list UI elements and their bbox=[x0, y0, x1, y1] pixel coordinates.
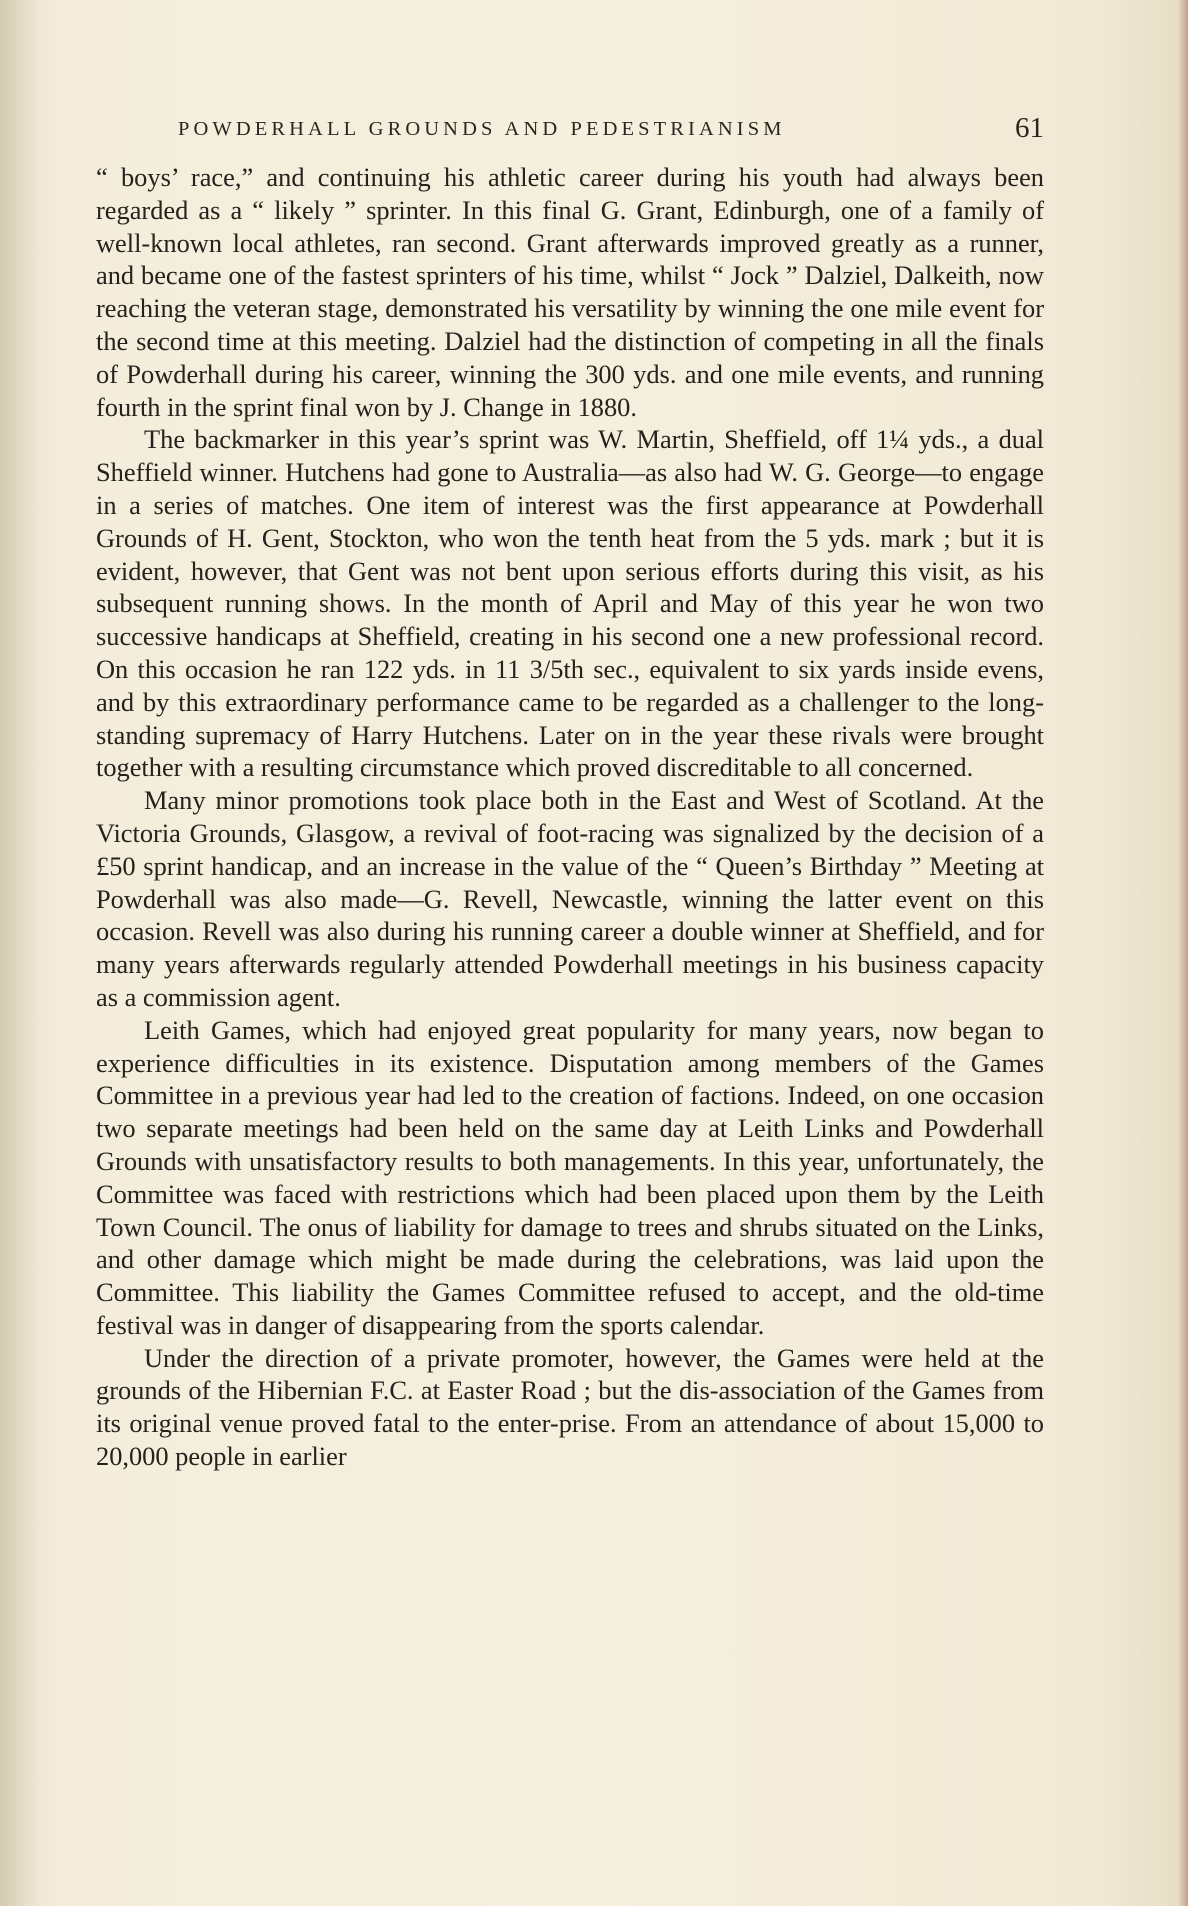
paragraph-3: Many minor promotions took place both in the East and West of Scotland. At the Victoria Grounds, Glasgow, a revival of foot-racing was signalized by the decision of a £50 sprint handicap, and an increase in the value of the “ Queen’s Birthday ” Meeting at Powderhall was also made—G. Revell, Newcastle, winning the latter event on this occasion. Revell was also during his running career a double winner at Sheffield, and for many years afterwards regularly attended Powderhall meetings in his business capacity as a commission agent. bbox=[96, 785, 1044, 1012]
page-number: 61 bbox=[1015, 112, 1044, 144]
page-edge bbox=[1178, 0, 1188, 1906]
spine-shadow bbox=[0, 0, 40, 1906]
paragraph-2: The backmarker in this year’s sprint was W. Martin, Sheffield, off 1¼ yds., a dual Sheffield winner. Hutchens had gone to Australia—as also had W. G. George—to engage in a series of matches. One item of interest was the first appearance at Powderhall Grounds of H. Gent, Stockton, who won the tenth heat from the 5 yds. mark ; but it is evident, however, that Gent was not bent upon serious efforts during this visit, as his subsequent running shows. In the month of April and May of this year he won two successive handicaps at Sheffield, creating in his second one a new professional record. On this occasion he ran 122 yds. in 11 3/5th sec., equivalent to six yards inside evens, and by this extraordinary performance came to be regarded as a challenger to the long-standing supremacy of Harry Hutchens. Later on in the year these rivals were brought together with a resulting circumstance which proved discreditable to all concerned. bbox=[96, 424, 1044, 783]
paragraph-4: Leith Games, which had enjoyed great popularity for many years, now began to experience difficulties in its existence. Disputation among members of the Games Committee in a previous year had led to the creation of factions. Indeed, on one occasion two separate meetings had been held on the same day at Leith Links and Powderhall Grounds with unsatisfactory results to both managements. In this year, unfortunately, the Committee was faced with restrictions which had been placed upon them by the Leith Town Council. The onus of liability for damage to trees and shrubs situated on the Links, and other damage which might be made during the celebrations, was laid upon the Committee. This liability the Games Committee refused to accept, and the old-time festival was in danger of disappearing from the sports calendar. bbox=[96, 1014, 1044, 1340]
body-text bbox=[96, 161, 1044, 1473]
running-head: POWDERHALL GROUNDS AND PEDESTRIANISM bbox=[178, 118, 786, 140]
paragraph-5: Under the direction of a private promoter, however, the Games were held at the grounds of the Hibernian F.C. at Easter Road ; but the dis-association of the Games from its original venue proved fatal to the enter-prise. From an attendance of about 15,000 to 20,000 people in earlier bbox=[96, 1342, 1044, 1472]
page-header bbox=[178, 112, 1044, 152]
paragraph-1: “ boys’ race,” and continuing his athletic career during his youth had always been regarded as a “ likely ” sprinter. In this final G. Grant, Edinburgh, one of a family of well-known local athletes, ran second. Grant afterwards improved greatly as a runner, and became one of the fastest sprinters of his time, whilst “ Jock ” Dalziel, Dalkeith, now reaching the veteran stage, demonstrated his versatility by winning the one mile event for the second time at this meeting. Dalziel had the distinction of competing in all the finals of Powderhall during his career, winning the 300 yds. and one mile events, and running fourth in the sprint final won by J. Change in 1880. bbox=[96, 162, 1044, 422]
